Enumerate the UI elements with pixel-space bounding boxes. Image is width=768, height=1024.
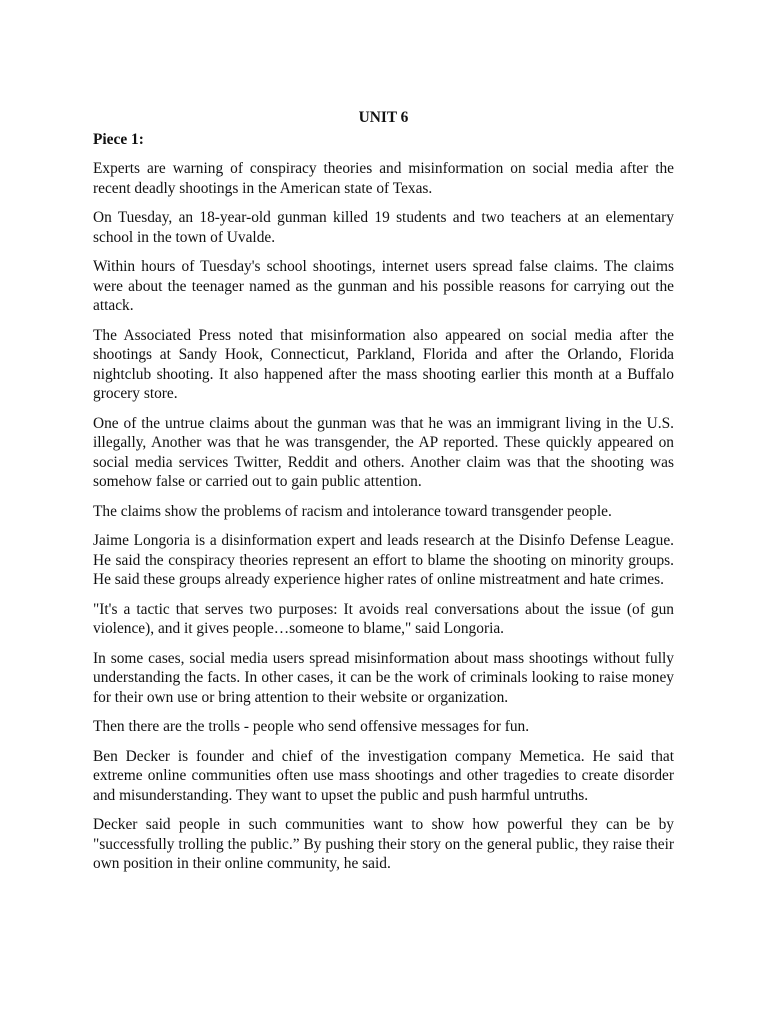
paragraph-1: Experts are warning of conspiracy theories and misinformation on social media after the recent deadly shootings in the American state of Texas. [93,160,674,197]
paragraph-8: "It's a tactic that serves two purposes: It avoids real conversations about the issue (of gun violence), and it gives people…someone to blame," said Longoria. [93,600,674,637]
paragraph-12: Decker said people in such communities want to show how powerful they can be by "successfully trolling the public.” By pushing their story on the general public, they raise their own position in their online community, he said. [93,816,674,872]
paragraph-3: Within hours of Tuesday's school shootings, internet users spread false claims. The claims were about the teenager named as the gunman and his possible reasons for carrying out the attack. [93,258,674,314]
paragraph-11: Ben Decker is founder and chief of the investigation company Memetica. He said that extreme online communities often use mass shootings and other tragedies to create disorder and misunderstanding. They want to upset the public and push harmful untruths. [93,747,674,804]
paragraph-9: In some cases, social media users spread misinformation about mass shootings without fully understanding the facts. In other cases, it can be the work of criminals looking to raise money for their own use or bring attention to their website or organization. [93,649,674,706]
paragraph-2: On Tuesday, an 18-year-old gunman killed 19 students and two teachers at an elementary school in the town of Uvalde. [93,209,674,246]
unit-title: UNIT 6 [358,109,409,126]
paragraph-7: Jaime Longoria is a disinformation expert and leads research at the Disinfo Defense League. He said the conspiracy theories represent an effort to blame the shooting on minority groups. He said these groups already experience higher rates of online mistreatment and hate crimes. [93,532,674,588]
paragraph-6: The claims show the problems of racism and intolerance toward transgender people. [93,502,612,520]
paragraph-4: The Associated Press noted that misinformation also appeared on social media after the shootings at Sandy Hook, Connecticut, Parkland, Florida and after the Orlando, Florida nightclub shooting. It also happened after the mass shooting earlier this month at a Buffalo grocery store. [93,326,674,402]
paragraph-10: Then there are the trolls - people who send offensive messages for fun. [93,718,530,735]
piece-label: Piece 1: [93,130,144,148]
paragraph-5: One of the untrue claims about the gunman was that he was an immigrant living in the U.S. illegally, Another was that he was transgender, the AP reported. These quickly appeared on social media services Twitter, Reddit and others. Another claim was that the shooting was somehow false or carried out to gain public attention. [93,414,674,490]
document-page [93,108,674,884]
